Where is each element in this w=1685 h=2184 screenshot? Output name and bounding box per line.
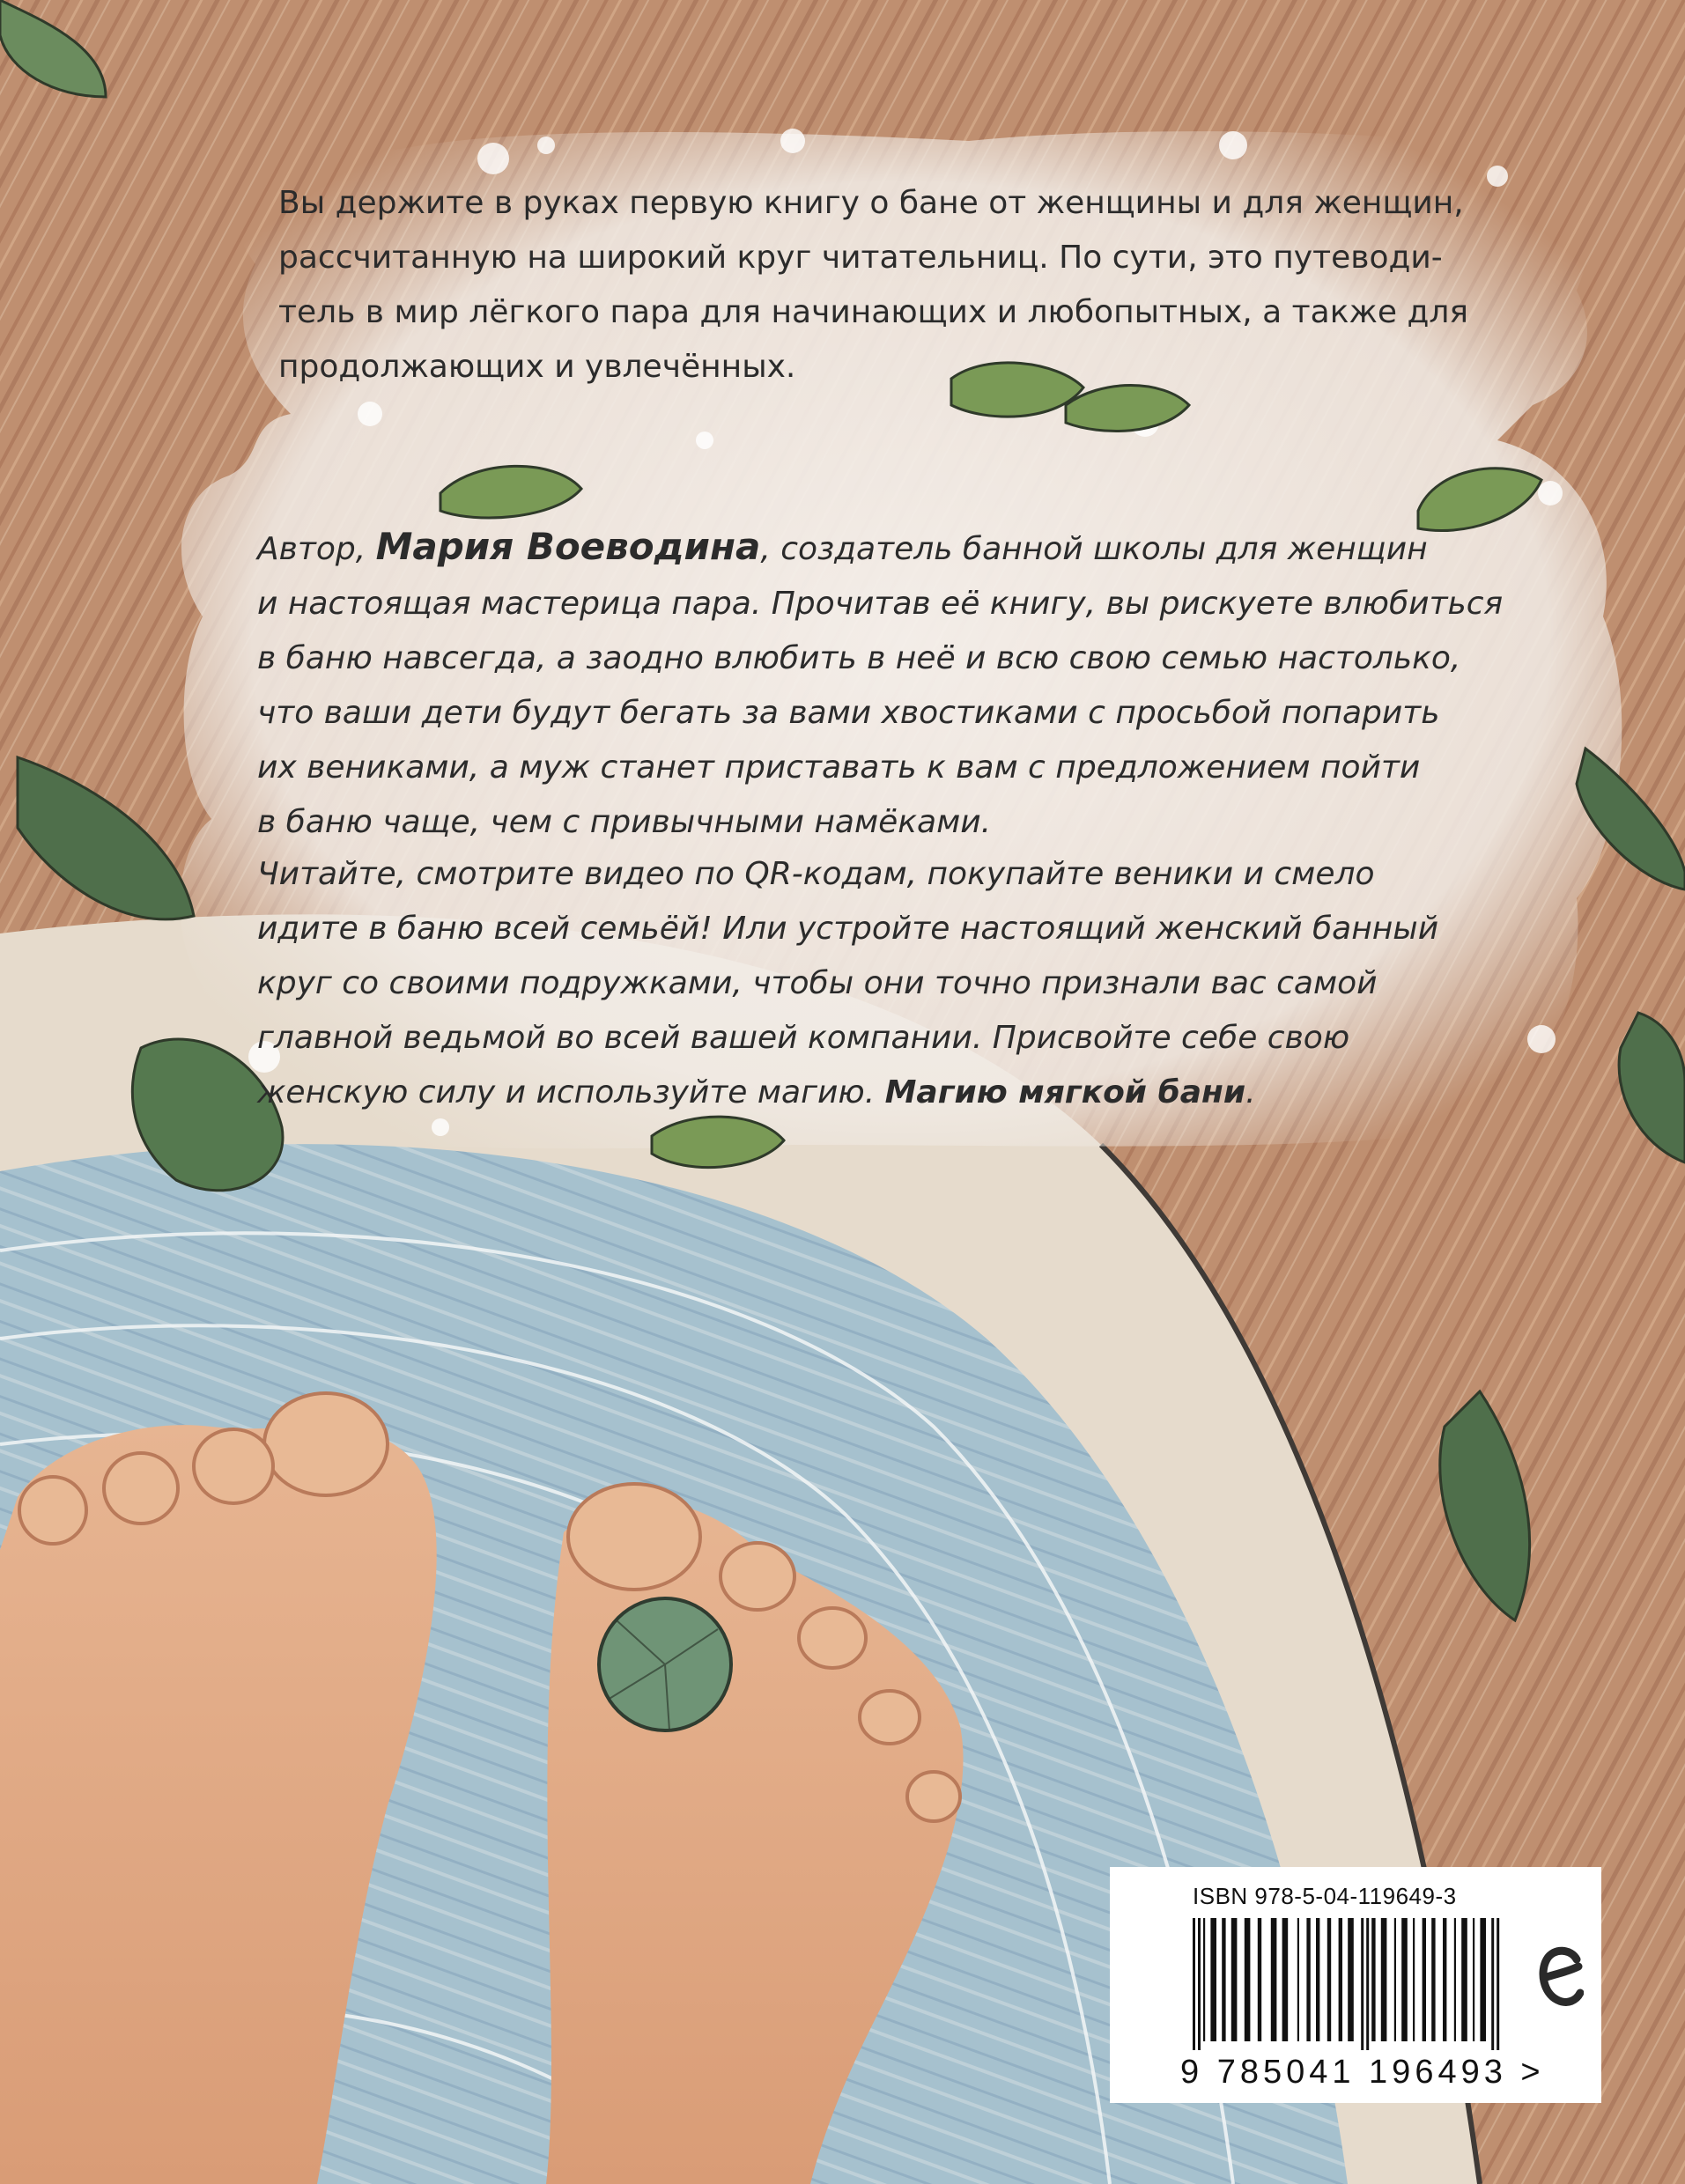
barcode-bar <box>1193 1918 1195 2050</box>
cta-line: Читайте, смотрите видео по QR-кодам, покупайте веники и смело <box>257 856 1375 892</box>
cta-line: идите в баню всей семьёй! Или устройте настоящий женский банный <box>257 911 1439 947</box>
barcode-bar <box>1366 1918 1369 2050</box>
cta-bold-ending: Магию мягкой бани <box>884 1074 1246 1110</box>
author-name: Мария Воеводина <box>375 525 761 568</box>
barcode-bar <box>1461 1918 1467 2041</box>
author-line: , создатель банной школы для женщин <box>760 531 1428 567</box>
barcode-bar <box>1381 1918 1387 2041</box>
cta-line: женскую силу и используйте магию. <box>257 1074 876 1110</box>
barcode-bar <box>1454 1918 1456 2041</box>
barcode-bar <box>1198 1918 1201 2050</box>
barcode-bar <box>1371 1918 1375 2041</box>
barcode-bar <box>1473 1918 1474 2041</box>
author-paragraph <box>257 520 1552 850</box>
author-line: и настоящая мастерица пара. Прочитав её книгу, вы рискуете влюбиться <box>257 586 1504 622</box>
barcode-bar <box>1231 1918 1238 2041</box>
barcode-bar <box>1297 1918 1299 2041</box>
cta-final-punct: . <box>1245 1074 1256 1110</box>
author-line: в баню чаще, чем с привычными намёками. <box>257 804 992 840</box>
cta-last-line <box>257 1066 1552 1120</box>
barcode-bar <box>1361 1918 1364 2050</box>
intro-line: Вы держите в руках первую книгу о бане от женщины и для женщин, <box>278 185 1464 221</box>
barcode-panel <box>1110 1867 1601 2103</box>
barcode-bar <box>1431 1918 1435 2041</box>
barcode-bar <box>1394 1918 1396 2041</box>
barcode-bar <box>1316 1918 1319 2041</box>
cta-line: главной ведьмой во всей вашей компании. Присвойте себе свою <box>257 1020 1350 1056</box>
barcode-bar <box>1203 1918 1205 2041</box>
barcode-bar <box>1443 1918 1446 2041</box>
barcode-bar <box>1327 1918 1331 2041</box>
barcode-bar <box>1348 1918 1354 2041</box>
barcode-bar <box>1491 1918 1494 2050</box>
author-prefix: Автор, <box>257 531 366 567</box>
author-line: в баню навсегда, а заодно влюбить в неё и всю свою семью настолько, <box>257 640 1461 676</box>
barcode-bar <box>1480 1918 1486 2041</box>
barcode-bar <box>1282 1918 1289 2041</box>
cta-line: круг со своими подружками, чтобы они точно признали вас самой <box>257 965 1378 1001</box>
barcode-bar <box>1339 1918 1342 2041</box>
intro-paragraph <box>278 176 1556 395</box>
barcode-bar <box>1497 1918 1499 2050</box>
author-first-line <box>257 520 1552 577</box>
intro-line: тель в мир лёгкого пара для начинающих и любопытных, а также для <box>278 294 1469 330</box>
barcode-bar <box>1401 1918 1408 2041</box>
ean-digits: 9 785041 196493 > <box>1180 2054 1545 2091</box>
barcode-bar <box>1222 1918 1225 2041</box>
barcode-bar <box>1271 1918 1277 2041</box>
isbn-label: ISBN 978-5-04-119649-3 <box>1193 1883 1457 1909</box>
barcode-bar <box>1306 1918 1310 2041</box>
barcode-bar <box>1413 1918 1415 2041</box>
barcode-bar <box>1258 1918 1261 2041</box>
intro-line: продолжающих и увлечённых. <box>278 349 796 385</box>
call-to-action-paragraph <box>257 847 1552 1120</box>
eksmo-logo-icon <box>1538 1940 1584 2014</box>
intro-line: рассчитанную на широкий круг читательниц. По сути, это путеводи- <box>278 240 1443 276</box>
barcode-bars <box>1193 1918 1545 2050</box>
barcode-bar <box>1423 1918 1426 2041</box>
barcode-bar <box>1210 1918 1216 2041</box>
author-line: что ваши дети будут бегать за вами хвостиками с просьбой попарить <box>257 695 1440 731</box>
barcode-bar <box>1245 1918 1251 2041</box>
author-line: их вениками, а муж станет приставать к вам с предложением пойти <box>257 749 1421 786</box>
